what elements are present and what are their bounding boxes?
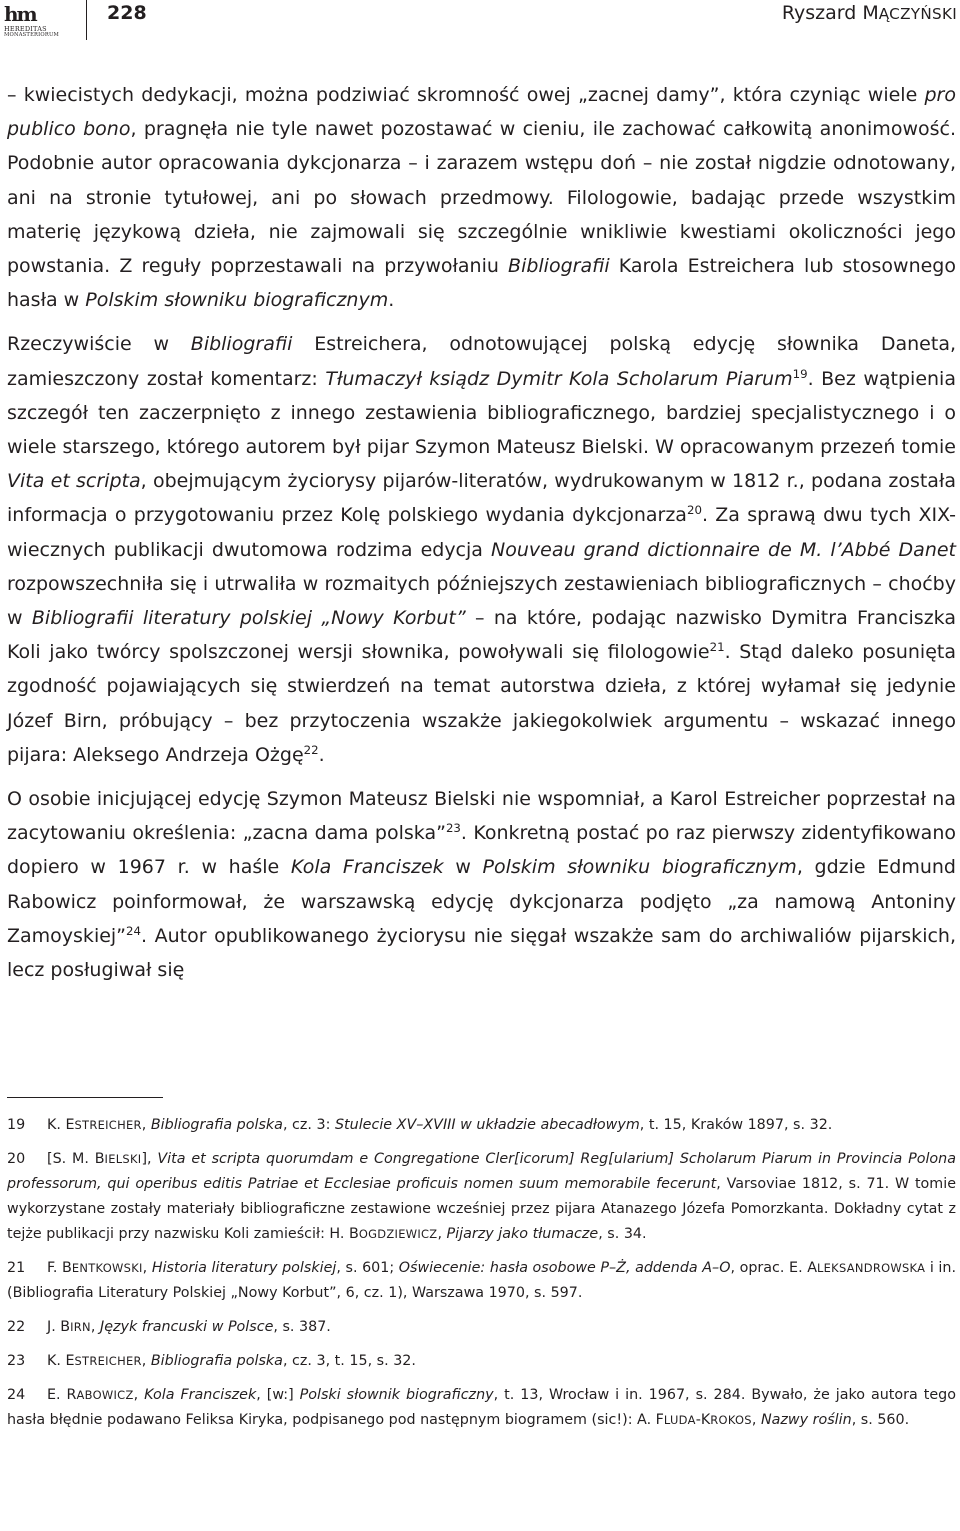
footnote-number: 19 [7,1117,26,1133]
text-run: , [142,1260,152,1276]
text-run: , cz. 3, t. 15, s. 32. [282,1353,416,1369]
italic-run: Nouveau grand dictionnaire de M. l’Abbé Danet [491,538,957,561]
italic-run: Oświecenie: hasła osobowe P–Ż, addenda A–O [398,1260,731,1276]
italic-run: Polskim słowniku biograficznym [482,856,797,879]
text-run: J. B [47,1319,71,1335]
footnote-19 [7,1113,956,1138]
italic-run: Bibliografii [508,255,610,278]
logo-line-1: HEREDITAS [4,25,47,33]
footnote-number: 22 [7,1319,26,1335]
footnote-20 [7,1147,956,1247]
italic-run: Kola Franciszek [144,1387,257,1403]
text-run: . Stąd daleko posunięta zgodność pojawiających się stwierdzeń na temat autorstwa dzieła, z której wyłamał się jedynie Józef Birn, próbujący – bez przytoczenia wszakże jakiegokolwiek argumentu – wskazać innego pijara: Aleksego Andrzeja Ożgę [7,641,956,766]
text-run: rozpowszechniła się i utrwaliła w rozmaitych późniejszych zestawieniach bibliograficznych – choćby w [7,572,956,630]
text-run: – kwiecistych dedykacji, można podziwiać skromność owej „zacnej damy”, która czyniąc wiele [7,84,925,106]
italic-run: Vita et scripta quorumdam e Congregatione Cler[icorum] Reg[ularium] Scholarum Piarum in Provincia Polona professorum, qui operibus editis Patriae et Ecclesiae proficuis nomen suum memorabile fecerunt [7,1151,956,1192]
footnote-separator [7,1097,163,1098]
smallcaps-run: STREICHER [74,1354,142,1368]
text-run: , [90,1319,100,1335]
text-run: , gdzie Edmund Rabowicz poinformował, że warszawską edycję dykcjonarza podjęto „za namową Antoniny Zamoyskiej” [7,856,956,947]
author-first: Ryszard M [781,2,879,24]
paragraph-1 [7,78,956,317]
text-run: , t. 15, Kraków 1897, s. 32. [639,1117,833,1133]
text-run: , [w:] [256,1387,300,1403]
text-run: Karola Estreichera lub stosownego hasła w [7,255,956,312]
text-run: . Za sprawą dwu tych XIX-wiecznych publikacji dwutomowa rodzima edycja [7,504,956,561]
smallcaps-run: STREICHER [74,1118,142,1132]
smallcaps-run: ROKOS [710,1413,752,1427]
body-text [7,78,956,987]
running-head-author [782,2,957,25]
text-run: , [751,1412,761,1428]
smallcaps-run: LUDA [663,1413,696,1427]
italic-run: Historia literatury polskiej [151,1260,337,1276]
text-run: , [437,1226,447,1242]
text-run: . [388,289,395,312]
text-run: E. R [47,1387,77,1403]
text-run: , s. 34. [598,1226,647,1242]
hereditas-monasteriorum-logo [4,4,60,38]
smallcaps-run: ABOWICZ [76,1388,134,1402]
italic-run: Bibliografia polska [150,1353,283,1369]
text-run: Rzeczywiście w [7,333,191,356]
italic-run: Język francuski w Polsce [100,1319,274,1335]
text-run: , oprac. E. A [730,1260,817,1276]
italic-run: Stulecie XV–XVIII w układzie abecadłowym [334,1117,640,1133]
text-run: ], [141,1151,158,1167]
text-run: , s. 601; [336,1260,399,1276]
footnote-ref-19[interactable]: 19 [792,366,808,381]
italic-run: Vita et scripta [7,470,141,493]
logo-line-2: MONASTERIORUM [4,32,60,38]
text-run: , [133,1387,145,1403]
italic-run: Kola Franciszek [290,856,444,879]
footnote-24 [7,1383,956,1433]
text-run: K. E [47,1353,75,1369]
text-run: , s. 560. [851,1412,910,1428]
smallcaps-run: LEKSANDROWSKA [816,1261,926,1275]
text-run: , t. 13, Wrocław i in. 1967, s. 284. Bywało, że jako autora tego hasła błędnie podawano Feliksa Kiryka, podpisanego pod następnym biogramem (sic!): A. F [7,1387,956,1428]
text-run: [S. M. B [47,1151,105,1167]
text-run: . Autor opublikowanego życiorysu nie sięgał wszakże sam do archiwaliów pijarskich, lecz posługiwał się [7,924,956,982]
page-number: 228 [107,2,147,24]
footnote-23 [7,1349,956,1374]
italic-run: pro publico bono [7,84,956,141]
italic-run: Polski słownik biograficzny [299,1387,494,1403]
paragraph-3 [7,782,956,987]
text-run: , [141,1353,151,1369]
footnote-number: 24 [7,1387,26,1403]
text-run: -K [695,1412,711,1428]
page-header [0,0,960,40]
footnote-ref-22[interactable]: 22 [303,742,319,757]
text-run: i in. (Bibliografia Literatury Polskiej „Nowy Korbut”, 6, cz. 1), Warszawa 1970, s. 597. [7,1260,957,1301]
italic-run: Bibliografii [190,333,293,356]
text-run: , [141,1117,151,1133]
italic-run: Polskim słowniku biograficznym [85,289,389,312]
text-run: , Varsoviae 1812, s. 71. W tomie wykorzystane zostały materiały bibliograficzne zestawione wcześniej przez pijara Atanazego Józefa Pomorzkanta. Dokładny cytat z tejże publikacji przy nazwisku Koli zamieścił: H. B [7,1176,957,1242]
footnote-21 [7,1256,956,1306]
text-run: . Bez wątpienia szczegół ten zaczerpnięto z innego zestawienia bibliograficznego, bardziej specjalistycznego i o wiele starszego, którego autorem był pijar Szymon Mateusz Bielski. W opracowanym przezeń tomie [7,367,956,459]
footnote-number: 20 [7,1151,26,1167]
italic-run: Pijarzy jako tłumacze [446,1226,599,1242]
smallcaps-run: IELSKI [104,1152,142,1166]
text-run: , cz. 3: [282,1117,335,1133]
italic-run: Nazwy roślin [760,1412,852,1428]
footnote-22 [7,1315,956,1340]
footnote-ref-24[interactable]: 24 [126,923,142,938]
footnote-ref-20[interactable]: 20 [686,503,702,518]
italic-run: Bibliografia polska [150,1117,283,1133]
text-run: . [318,743,325,766]
footnote-number: 23 [7,1353,26,1369]
text-run: , pragnęła nie tyle nawet pozostawać w cieniu, ile zachować całkowitą anonimowość. Podobnie autor opracowania dykcjonarza – i zarazem wstępu doń – nie został nigdzie odnotowany, ani na stronie tytułowej, ani po słowach przedmowy. Filologowie, badając przede wszystkim materię językową dzieła, nie zajmowali się szczególnie wnikliwie kwestiami okoliczności jego powstania. Z reguły poprzestawali na przywołaniu [7,118,956,278]
footnote-ref-21[interactable]: 21 [709,640,725,655]
footnote-ref-23[interactable]: 23 [445,821,461,836]
footnotes [7,1113,956,1442]
smallcaps-run: ENTKOWSKI [71,1261,143,1275]
text-run: , obejmującym życiorysy pijarów-literatów, wydrukowanym w 1812 r., podana została informacja o przygotowaniu przez Kolę polskiego wydania dykcjonarza [7,470,956,527]
text-run: w [443,856,483,879]
logo-mark: hm [4,2,36,26]
text-run: F. B [47,1260,72,1276]
smallcaps-run: IRN [70,1320,91,1334]
text-run: Estreichera, odnotowującej polską edycję słownika Daneta, zamieszczony został komentarz: [7,333,957,390]
text-run: . Konkretną postać po raz pierwszy zidentyfikowano dopiero w 1967 r. w haśle [7,822,956,879]
text-run: , s. 387. [273,1319,331,1335]
italic-run: Bibliografii literatury polskiej „Nowy Korbut” [31,607,466,630]
smallcaps-run: OGDZIEWICZ [358,1227,438,1241]
text-run: – na które, podając nazwisko Dymitra Franciszka Koli jako twórcy spolszczonej wersji słownika, powoływali się filologowie [7,607,956,664]
text-run: K. E [47,1117,75,1133]
author-smallcaps: ĄCZYŃSKI [878,5,957,23]
italic-run: Tłumaczył ksiądz Dymitr Kola Scholarum Piarum [325,367,793,390]
header-divider [86,0,87,40]
footnote-number: 21 [7,1260,26,1276]
paragraph-2 [7,327,956,772]
text-run: O osobie inicjującej edycję Szymon Mateusz Bielski nie wspomniał, a Karol Estreicher poprzestał na zacytowaniu określenia: „zacna dama polska” [7,788,956,845]
